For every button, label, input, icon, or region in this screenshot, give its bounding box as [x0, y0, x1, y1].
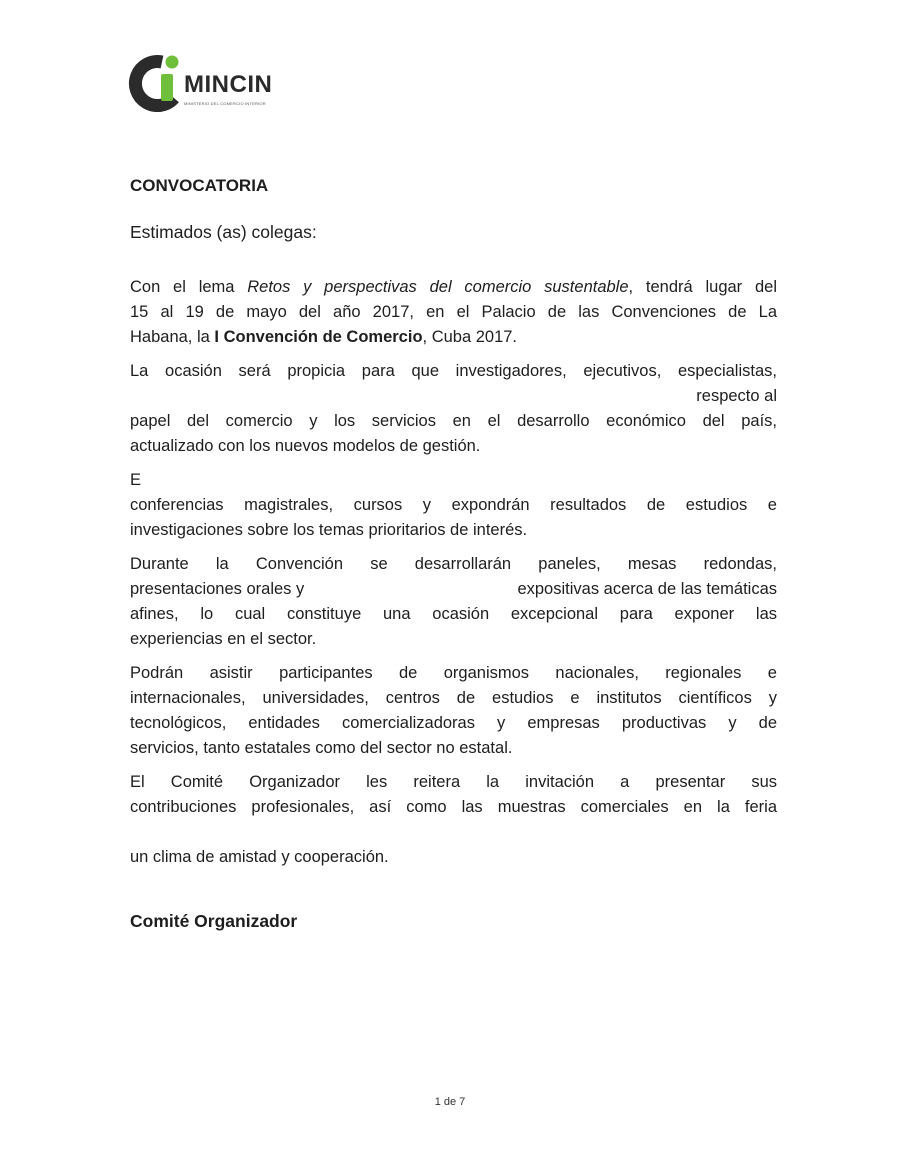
page-number: 1 de 7 — [434, 1096, 466, 1108]
paragraph-2: La ocasión será propicia para que investigadores, ejecutivos, especialistas, respecto al papel del comercio y los servicios en el desarrollo económico del país, actualizado con los nuevos modelos de gestión. — [130, 362, 777, 455]
mincin-logo — [128, 54, 288, 114]
logo-subtitle: MINISTERIO DEL COMERCIO INTERIOR — [184, 101, 266, 106]
signature: Comité Organizador — [130, 911, 298, 931]
document-title: CONVOCATORIA — [130, 176, 269, 195]
paragraph-4: Durante la Convención se desarrollarán paneles, mesas redondas, presentaciones orales y expositivas acerca de las temáticas afines, lo cual constituye una ocasión excepcional para exponer las experiencias en el sector. — [130, 555, 777, 648]
mincin-logo-icon — [128, 54, 184, 112]
document-body — [130, 275, 777, 879]
paragraph-5: Podrán asistir participantes de organismos nacionales, regionales e internacionales, universidades, centros de estudios e institutos científicos y tecnológicos, entidades comercializadoras y empresas productivas y de servicios, tanto estatales como del sector no estatal. — [130, 664, 777, 757]
paragraph-1: Con el lema Retos y perspectivas del comercio sustentable, tendrá lugar del 15 al 19 de mayo del año 2017, en el Palacio de las Convenciones de La Habana, la I Convención de Comercio, Cuba 2017. — [130, 278, 777, 346]
paragraph-6: El Comité Organizador les reitera la invitación a presentar sus contribuciones profesionales, así como las muestras comerciales en la feria un clima de amistad y cooperación. — [130, 773, 777, 866]
paragraph-3: E conferencias magistrales, cursos y expondrán resultados de estudios e investigaciones sobre los temas prioritarios de interés. — [130, 471, 777, 539]
motto: Retos y perspectivas del comercio sustentable — [247, 278, 629, 296]
logo-name: MINCIN — [184, 71, 273, 98]
greeting: Estimados (as) colegas: — [130, 222, 317, 242]
event-name: I Convención de Comercio — [214, 328, 423, 346]
